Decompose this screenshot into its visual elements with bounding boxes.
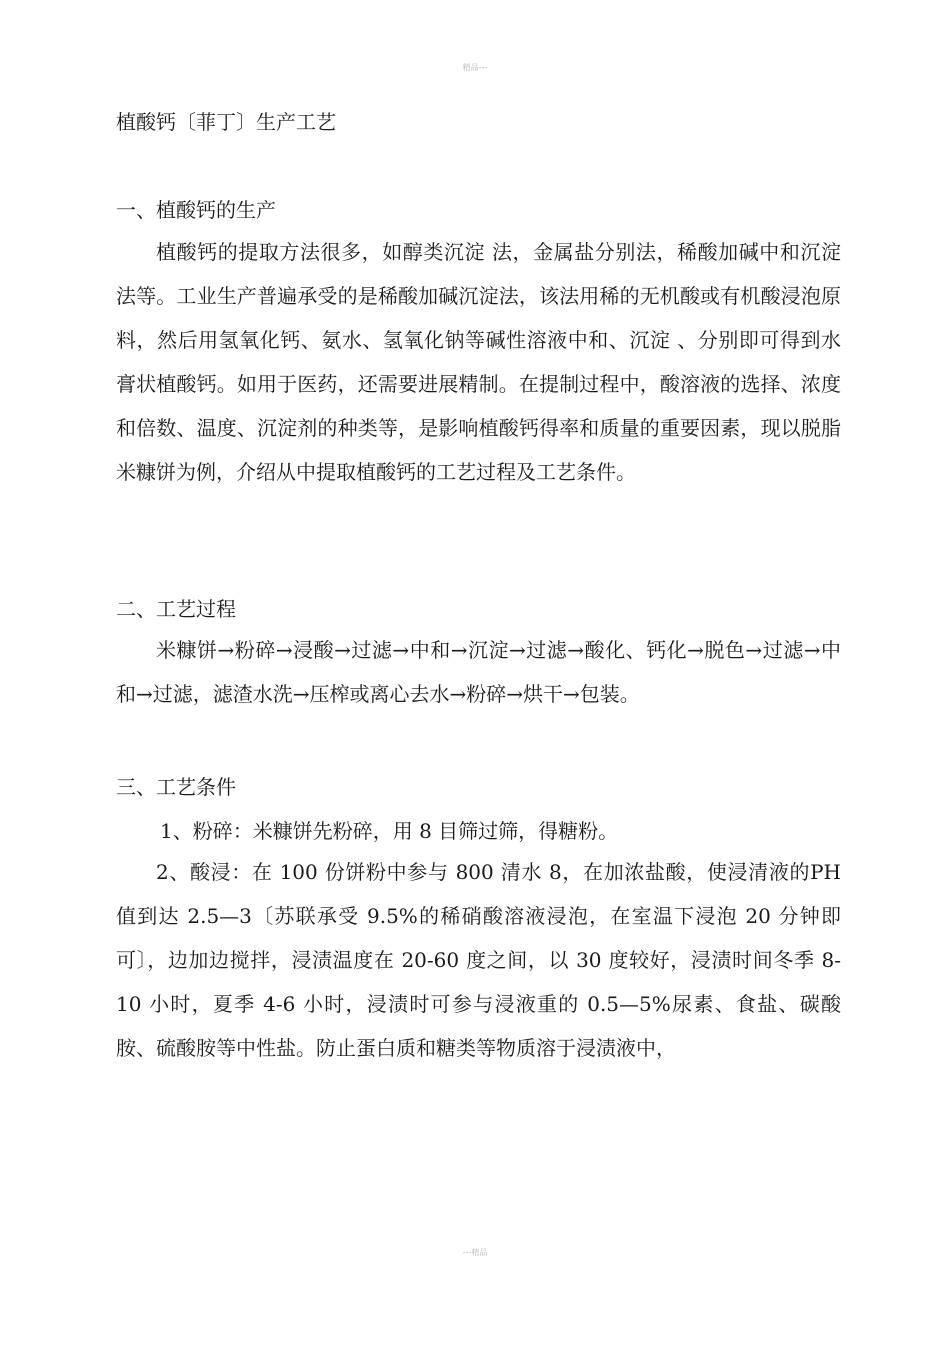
section-heading-1: 一、植酸钙的生产 [116, 198, 276, 222]
condition-item-1: 1、粉碎：米糠饼先粉碎，用 8 目筛过筛，得糖粉。 [160, 819, 619, 843]
section-1-paragraph: 植酸钙的提取方法很多，如醇类沉淀 法，金属盐分别法，稀酸加碱中和沉淀法等。工业生产普遍承受的是稀酸加碱沉淀法，该法用稀的无机酸或有机酸浸泡原料，然后用氢氧化钙、氨水、氢氧化钠等碱性溶液中和、沉淀 、分别即可得到水膏状植酸钙。如用于医药，还需要进展精制。在提制过程中，酸溶液的选择、浓度和倍数、温度、沉淀剂的种类等，是影响植酸钙得率和质量的重要因素，现以脱脂米糠饼为例，介绍从中提取植酸钙的工艺过程及工艺条件。 [116, 240, 841, 484]
section-heading-2: 二、工艺过程 [116, 597, 236, 621]
section-heading-3: 三、工艺条件 [116, 775, 236, 799]
process-flow-paragraph: 米糠饼→粉碎→浸酸→过滤→中和→沉淀→过滤→酸化、钙化→脱色→过滤→中和→过滤，滤渣水洗→压榨或离心去水→粉碎→烘干→包装。 [116, 638, 841, 706]
page-footer: ---精品 [462, 1248, 488, 1257]
page-header: 精品--- [462, 63, 488, 72]
document-title: 植酸钙〔菲丁〕生产工艺 [116, 110, 336, 134]
condition-item-2: 2、酸浸：在 100 份饼粉中参与 800 清水 8，在加浓盐酸，使浸清液的PH 值到达 2.5—3〔苏联承受 9.5%的稀硝酸溶液浸泡，在室温下浸泡 20 分钟即可〕，边加边搅拌，浸渍温度在 20-60 度之间，以 30 度较好，浸渍时间冬季 8-10 小时，夏季 4-6 小时，浸渍时可参与浸液重的 0.5—5%尿素、食盐、碳酸胺、硫酸胺等中性盐。防止蛋白质和糖类等物质溶于浸渍液中， [116, 860, 841, 1060]
